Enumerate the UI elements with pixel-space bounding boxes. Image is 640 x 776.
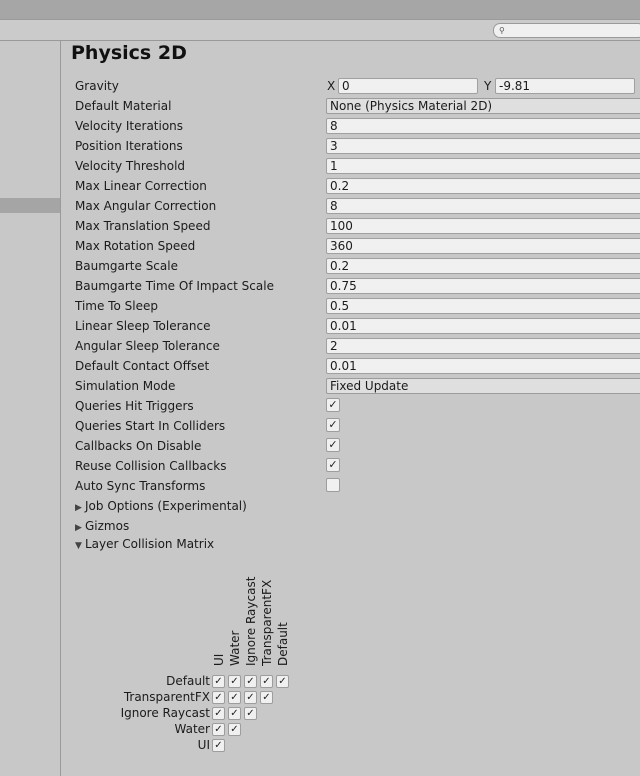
toggle-label: Reuse Collision Callbacks bbox=[75, 459, 227, 473]
property-row bbox=[75, 317, 640, 337]
simulation-mode-dropdown[interactable]: Fixed Update bbox=[326, 378, 640, 394]
default-material-field[interactable]: None (Physics Material 2D) bbox=[326, 98, 640, 114]
toggle-checkbox[interactable] bbox=[326, 478, 340, 492]
matrix-checkbox[interactable]: ✓ bbox=[228, 707, 241, 720]
search-icon: ⚲ bbox=[499, 26, 505, 35]
property-row bbox=[75, 257, 640, 277]
simulation-mode-row bbox=[75, 377, 640, 397]
property-label: Default Contact Offset bbox=[75, 359, 210, 373]
matrix-row-label: Default bbox=[166, 674, 210, 688]
matrix-checkbox[interactable]: ✓ bbox=[212, 739, 225, 752]
matrix-checkbox[interactable]: ✓ bbox=[228, 675, 241, 688]
page-title: Physics 2D bbox=[71, 42, 187, 64]
toggle-row bbox=[75, 457, 640, 477]
property-field[interactable]: 100 bbox=[326, 218, 640, 234]
gravity-row bbox=[75, 77, 640, 97]
foldout-layer-collision-matrix[interactable] bbox=[75, 537, 214, 555]
simulation-mode-label: Simulation Mode bbox=[75, 379, 176, 393]
foldout-job-options[interactable] bbox=[75, 499, 247, 517]
gravity-x-field[interactable]: 0 bbox=[338, 78, 478, 94]
toggle-checkbox[interactable]: ✓ bbox=[326, 398, 340, 412]
window-top-bar bbox=[0, 0, 640, 20]
foldout-job-options-label: Job Options (Experimental) bbox=[85, 499, 247, 513]
matrix-checkbox[interactable]: ✓ bbox=[212, 723, 225, 736]
triangle-right-icon: ▶ bbox=[75, 503, 82, 513]
matrix-checkbox[interactable]: ✓ bbox=[276, 675, 289, 688]
triangle-right-icon: ▶ bbox=[75, 523, 82, 533]
matrix-row-label: UI bbox=[197, 738, 210, 752]
gravity-y-field[interactable]: -9.81 bbox=[495, 78, 635, 94]
property-row bbox=[75, 337, 640, 357]
foldout-layer-collision-matrix-label: Layer Collision Matrix bbox=[85, 537, 215, 551]
search-input[interactable] bbox=[493, 23, 640, 38]
property-field[interactable]: 8 bbox=[326, 198, 640, 214]
property-row bbox=[75, 217, 640, 237]
matrix-checkbox[interactable]: ✓ bbox=[260, 675, 273, 688]
property-row bbox=[75, 137, 640, 157]
property-field[interactable]: 0.75 bbox=[326, 278, 640, 294]
gravity-x-label: X bbox=[327, 79, 336, 93]
property-label: Linear Sleep Tolerance bbox=[75, 319, 211, 333]
property-field[interactable]: 0.5 bbox=[326, 298, 640, 314]
matrix-checkbox[interactable]: ✓ bbox=[228, 691, 241, 704]
toggle-label: Callbacks On Disable bbox=[75, 439, 202, 453]
toggle-label: Auto Sync Transforms bbox=[75, 479, 206, 493]
toggle-checkbox[interactable]: ✓ bbox=[326, 418, 340, 432]
matrix-checkbox[interactable]: ✓ bbox=[212, 691, 225, 704]
toggle-row bbox=[75, 477, 640, 497]
property-label: Default Material bbox=[75, 99, 172, 113]
matrix-column-label: Water bbox=[228, 630, 242, 666]
property-row bbox=[75, 177, 640, 197]
property-field[interactable]: 8 bbox=[326, 118, 640, 134]
property-label: Max Linear Correction bbox=[75, 179, 207, 193]
matrix-column-label: UI bbox=[212, 653, 226, 666]
matrix-row-label: Ignore Raycast bbox=[120, 706, 210, 720]
property-label: Position Iterations bbox=[75, 139, 183, 153]
property-field[interactable]: 360 bbox=[326, 238, 640, 254]
property-field[interactable]: 1 bbox=[326, 158, 640, 174]
matrix-row-label: Water bbox=[174, 722, 210, 736]
sidebar bbox=[0, 41, 61, 776]
property-label: Max Angular Correction bbox=[75, 199, 217, 213]
matrix-checkbox[interactable]: ✓ bbox=[212, 707, 225, 720]
property-field[interactable]: 0.2 bbox=[326, 258, 640, 274]
property-field[interactable]: 0.01 bbox=[326, 358, 640, 374]
matrix-row-label: TransparentFX bbox=[123, 690, 210, 704]
property-field[interactable]: 3 bbox=[326, 138, 640, 154]
property-row bbox=[75, 117, 640, 137]
sidebar-item-selected[interactable] bbox=[0, 198, 60, 213]
property-row bbox=[75, 197, 640, 217]
property-field[interactable]: 2 bbox=[326, 338, 640, 354]
foldout-gizmos[interactable] bbox=[75, 519, 129, 537]
toggle-row bbox=[75, 397, 640, 417]
gravity-label: Gravity bbox=[75, 79, 119, 93]
matrix-column-label: Ignore Raycast bbox=[244, 576, 258, 666]
foldout-gizmos-label: Gizmos bbox=[85, 519, 130, 533]
property-label: Max Rotation Speed bbox=[75, 239, 196, 253]
matrix-checkbox[interactable]: ✓ bbox=[228, 723, 241, 736]
matrix-checkbox[interactable]: ✓ bbox=[244, 707, 257, 720]
matrix-checkbox[interactable]: ✓ bbox=[212, 675, 225, 688]
toggle-label: Queries Start In Colliders bbox=[75, 419, 226, 433]
property-label: Velocity Iterations bbox=[75, 119, 184, 133]
property-row bbox=[75, 357, 640, 377]
property-label: Max Translation Speed bbox=[75, 219, 211, 233]
toggle-checkbox[interactable]: ✓ bbox=[326, 438, 340, 452]
property-row bbox=[75, 297, 640, 317]
property-label: Baumgarte Time Of Impact Scale bbox=[75, 279, 274, 293]
property-field[interactable]: 0.2 bbox=[326, 178, 640, 194]
triangle-down-icon: ▼ bbox=[75, 541, 82, 551]
toggle-label: Queries Hit Triggers bbox=[75, 399, 194, 413]
toggle-row bbox=[75, 437, 640, 457]
property-label: Velocity Threshold bbox=[75, 159, 186, 173]
property-label: Angular Sleep Tolerance bbox=[75, 339, 220, 353]
toggle-row bbox=[75, 417, 640, 437]
matrix-checkbox[interactable]: ✓ bbox=[260, 691, 273, 704]
matrix-column-label: TransparentFX bbox=[260, 579, 274, 666]
property-row bbox=[75, 97, 640, 117]
property-row bbox=[75, 277, 640, 297]
matrix-column-label: Default bbox=[276, 622, 290, 666]
gravity-y-label: Y bbox=[484, 79, 492, 93]
matrix-checkbox[interactable]: ✓ bbox=[244, 675, 257, 688]
toolbar bbox=[0, 20, 640, 41]
property-field[interactable]: 0.01 bbox=[326, 318, 640, 334]
matrix-checkbox[interactable]: ✓ bbox=[244, 691, 257, 704]
toggle-checkbox[interactable]: ✓ bbox=[326, 458, 340, 472]
property-row bbox=[75, 157, 640, 177]
property-label: Time To Sleep bbox=[75, 299, 158, 313]
property-label: Baumgarte Scale bbox=[75, 259, 178, 273]
property-row bbox=[75, 237, 640, 257]
